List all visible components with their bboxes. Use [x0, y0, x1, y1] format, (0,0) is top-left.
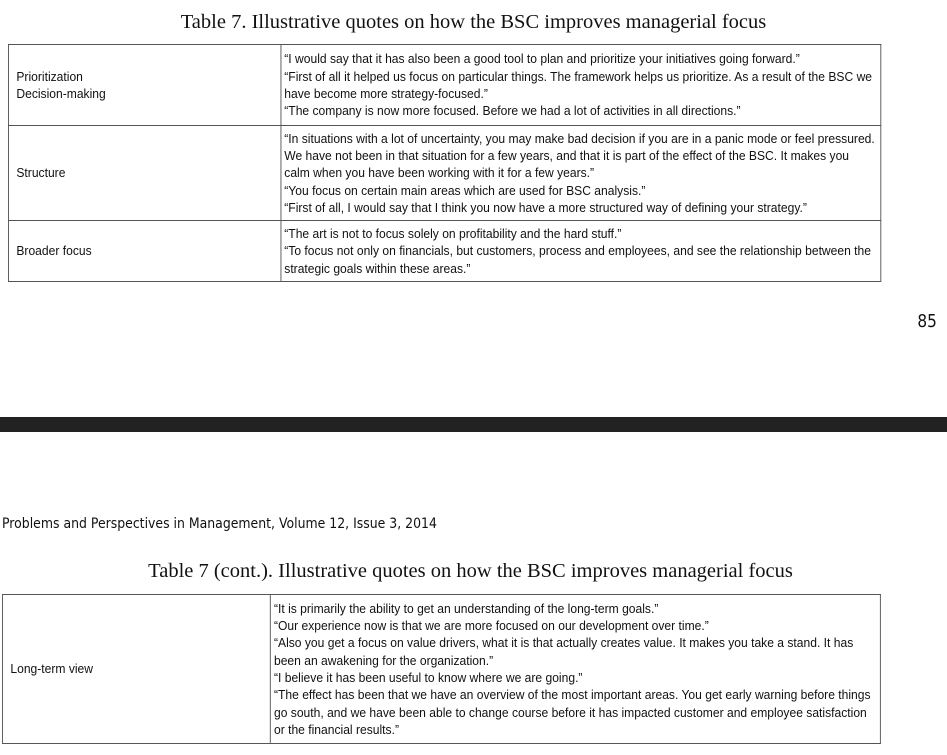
quote: “I would say that it has also been a good tool to plan and prioritize your initiatives going forward.”: [284, 51, 800, 67]
table-7: [8, 44, 881, 282]
quote: “Also you get a focus on value drivers, what it is that actually creates value. It makes you take a stand. It has been an awakening for the organization.”: [273, 635, 854, 668]
running-header: Problems and Perspectives in Management, Volume 12, Issue 3, 2014: [2, 516, 437, 532]
table-row: [8, 126, 880, 221]
quotes-cell: [271, 595, 881, 744]
table-7-caption: Table 7. Illustrative quotes on how the BSC improves managerial focus: [180, 11, 767, 33]
quote: “First of all it helped us focus on particular things. The framework helps us prioritize. As a result of the BSC we have become more strategy-focused.”: [284, 68, 873, 101]
quote: “The company is now more focused. Before we had a lot of activities in all directions.”: [284, 103, 741, 119]
page-divider: [0, 417, 947, 432]
category-cell: [8, 126, 281, 221]
category-cell: [8, 221, 281, 282]
table-7-cont: [2, 594, 881, 744]
category-label: Broader focus: [16, 243, 92, 259]
category-cell: [2, 595, 270, 744]
category-label: Structure: [16, 165, 66, 181]
table-7-cont-caption: Table 7 (cont.). Illustrative quotes on how the BSC improves managerial focus: [148, 560, 793, 582]
table-row: [8, 221, 880, 282]
quote: “First of all, I would say that I think you now have a more structured way of defining your strategy.”: [284, 199, 807, 215]
category-cell: [8, 45, 281, 126]
quote: “The effect has been that we have an overview of the most important areas. You get early warning before things go south, and we have been able to change course before it has impacted customer and employee satisfaction or the financial results.”: [273, 687, 871, 737]
category-label: Decision-making: [16, 86, 106, 101]
table-row: [2, 595, 880, 744]
quote: “It is primarily the ability to get an understanding of the long-term goals.”: [273, 600, 659, 616]
category-label: Long-term view: [10, 661, 94, 677]
quotes-cell: [281, 126, 881, 221]
quote: “You focus on certain main areas which are used for BSC analysis.”: [284, 182, 646, 198]
quote: “In situations with a lot of uncertainty, you may make bad decision if you are in a panic mode or feel pressured. We have not been in that situation for a few years, and that it is part of the effect of the BSC. It makes you calm when you have been working with it for a few years.”: [284, 130, 875, 181]
quote: “I believe it has been useful to know where we are going.”: [273, 670, 583, 685]
quotes-cell: [281, 45, 881, 126]
table-row: [8, 45, 880, 126]
quote: “Our experience now is that we are more focused on our development over time.”: [273, 618, 709, 634]
category-label: Prioritization: [16, 68, 83, 84]
page-number: 85: [917, 311, 937, 332]
quote: “The art is not to focus solely on profitability and the hard stuff.”: [284, 226, 622, 242]
quotes-cell: [281, 221, 881, 282]
quote: “To focus not only on financials, but customers, process and employees, and see the relationship between the strategic goals within these areas.”: [284, 243, 871, 276]
